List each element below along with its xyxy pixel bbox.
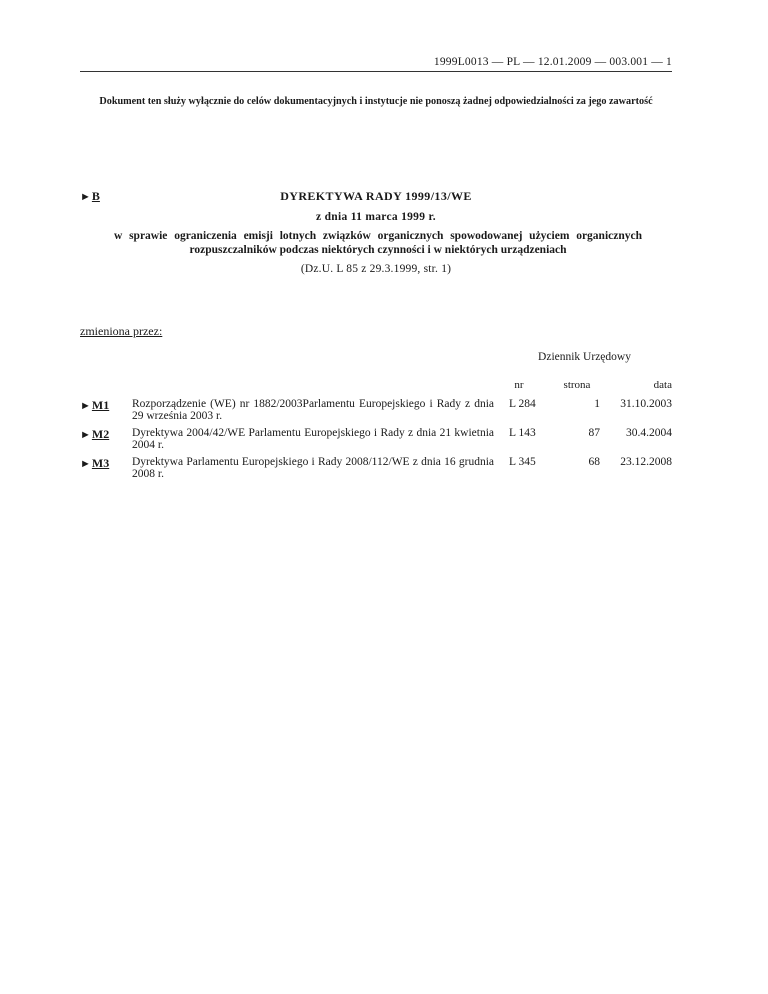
- publication-reference: (Dz.U. L 85 z 29.3.1999, str. 1): [300, 263, 452, 275]
- amendment-description: Rozporządzenie (WE) nr 1882/2003Parlamentu Europejskiego i Rady z dnia 29 września 2003 r.: [132, 398, 494, 422]
- triangle-marker-icon: ►: [80, 191, 91, 203]
- journal-date: 31.10.2003: [620, 398, 672, 410]
- amended-by-heading: zmieniona przez:: [80, 324, 163, 338]
- disclaimer-text: Dokument ten służy wyłącznie do celów dokumentacyjnych i instytucje nie ponoszą żadnej odpowiedzialności za jego zawartość: [99, 96, 653, 107]
- journal-number: L 284: [509, 398, 536, 410]
- marker-code: M1: [91, 398, 110, 412]
- marker-code: M3: [91, 456, 110, 470]
- amendment-description: Dyrektywa 2004/42/WE Parlamentu Europejskiego i Rady z dnia 21 kwietnia 2004 r.: [132, 427, 494, 451]
- journal-number: L 143: [509, 427, 536, 439]
- column-header-data: data: [653, 379, 672, 391]
- journal-date: 23.12.2008: [620, 456, 672, 468]
- amendment-marker[interactable]: [80, 456, 109, 471]
- marker-code: M2: [91, 427, 110, 441]
- journal-date: 30.4.2004: [626, 427, 672, 439]
- triangle-marker-icon: ►: [80, 429, 91, 441]
- directive-date: z dnia 11 marca 1999 r.: [316, 211, 436, 223]
- journal-column-group-header: Dziennik Urzędowy: [538, 351, 631, 363]
- column-header-strona: strona: [563, 379, 591, 391]
- journal-number: L 345: [509, 456, 536, 468]
- journal-page: 87: [588, 427, 600, 439]
- triangle-marker-icon: ►: [80, 400, 91, 412]
- amendment-marker[interactable]: [80, 398, 109, 413]
- directive-subject: w sprawie ograniczenia emisji lotnych związków organicznych spowodowanej użyciem organicznych rozpuszczalników podczas niektórych czynności i w niektórych urządzeniach: [114, 230, 642, 256]
- base-act-marker[interactable]: [80, 189, 100, 204]
- journal-page: 68: [588, 456, 600, 468]
- directive-title: DYREKTYWA RADY 1999/13/WE: [280, 189, 472, 203]
- marker-code: B: [91, 189, 100, 203]
- triangle-marker-icon: ►: [80, 458, 91, 470]
- document-reference-header: 1999L0013 — PL — 12.01.2009 — 003.001 — 1: [433, 56, 672, 68]
- header-divider: [80, 71, 672, 72]
- amendment-marker[interactable]: [80, 427, 109, 442]
- amendment-description: Dyrektywa Parlamentu Europejskiego i Rady 2008/112/WE z dnia 16 grudnia 2008 r.: [132, 456, 494, 480]
- journal-page: 1: [594, 398, 600, 410]
- column-header-nr: nr: [514, 379, 524, 391]
